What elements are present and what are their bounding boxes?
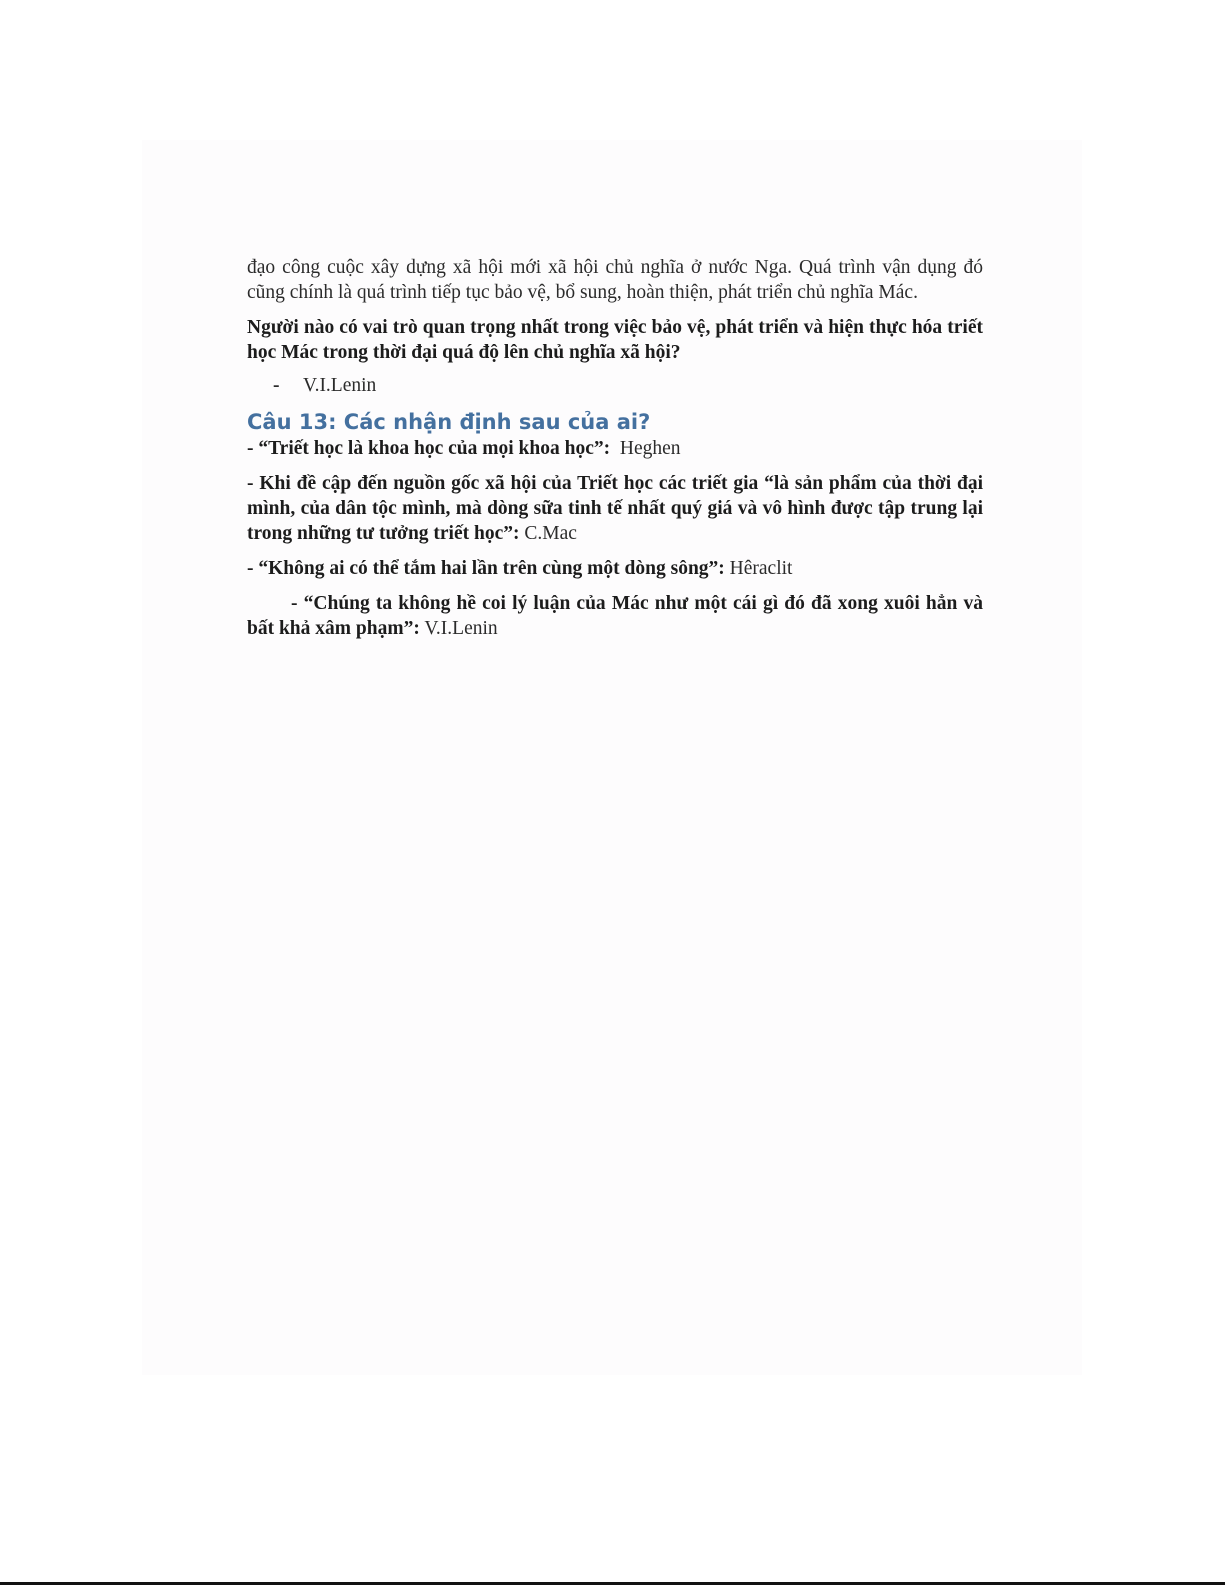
quote-text: - “Chúng ta không hề coi lý luận của Mác như một cái gì đó đã xong xuôi hẳn và bất khả xâm phạm”: — [247, 593, 983, 639]
quote-item — [247, 471, 983, 546]
quote-author: Heghen — [619, 438, 681, 459]
quote-text: - “Không ai có thể tắm hai lần trên cùng một dòng sông”: — [247, 558, 725, 579]
quote-text: - “Triết học là khoa học của mọi khoa học”: — [247, 438, 611, 459]
quote-item — [247, 436, 983, 461]
document-body — [247, 255, 983, 651]
answer-bullet: - — [273, 375, 280, 396]
quote-author: C.Mac — [524, 523, 577, 544]
answer-list-item — [247, 373, 983, 398]
quote-author: Hêraclit — [729, 558, 793, 579]
intro-paragraph: đạo công cuộc xây dựng xã hội mới xã hội chủ nghĩa ở nước Nga. Quá trình vận dụng đó cũng chính là quá trình tiếp tục bảo vệ, bổ sung, hoàn thiện, phát triển chủ nghĩa Mác. — [247, 257, 983, 303]
quote-item — [247, 556, 983, 581]
section-heading: Câu 13: Các nhận định sau của ai? — [247, 410, 651, 434]
question-text: Người nào có vai trò quan trọng nhất trong việc bảo vệ, phát triển và hiện thực hóa triết học Mác trong thời đại quá độ lên chủ nghĩa xã hội? — [247, 317, 983, 363]
quote-item — [247, 591, 983, 641]
quote-text: - Khi đề cập đến nguồn gốc xã hội của Triết học các triết gia “là sản phẩm của thời đại mình, của dân tộc mình, mà dòng sữa tinh tế nhất quý giá và vô hình được tập trung lại trong những tư tưởng triết học”: — [247, 473, 983, 544]
answer-text: V.I.Lenin — [303, 375, 377, 396]
quote-author: V.I.Lenin — [424, 618, 498, 639]
